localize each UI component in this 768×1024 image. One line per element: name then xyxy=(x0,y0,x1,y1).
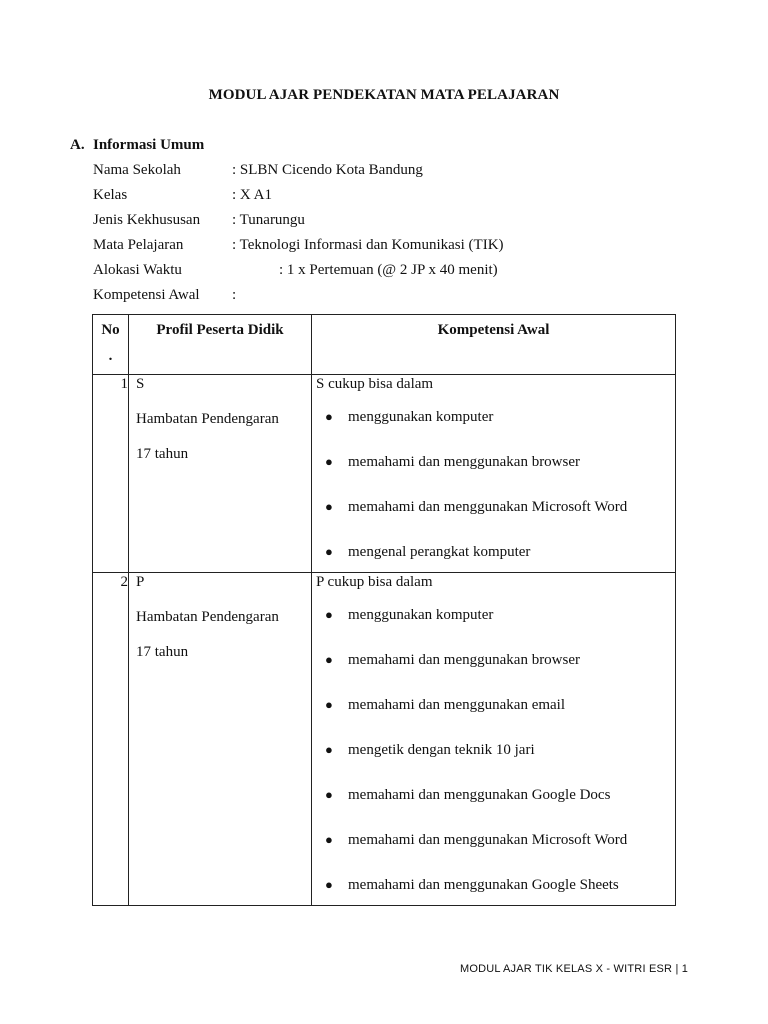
list-item-text: memahami dan menggunakan Microsoft Word xyxy=(348,832,628,848)
bullet-icon: ● xyxy=(325,409,333,424)
footer-text: MODUL AJAR TIK KELAS X - WITRI ESR xyxy=(460,963,673,975)
list-item-text: menggunakan komputer xyxy=(348,607,494,623)
kompetensi-intro: P cukup bisa dalam xyxy=(316,574,433,590)
student-age: 17 tahun xyxy=(136,644,189,660)
bullet-icon: ● xyxy=(325,544,333,559)
list-item xyxy=(316,408,675,453)
table-header-row xyxy=(93,315,676,375)
list-item xyxy=(316,606,675,651)
header-kompetensi-label: Kompetensi Awal xyxy=(437,322,550,338)
kompetensi-cell xyxy=(312,573,676,906)
header-no-label: No xyxy=(101,322,120,338)
student-name: S xyxy=(136,376,145,392)
info-label: Mata Pelajaran xyxy=(93,237,184,253)
info-label: Jenis Kekhususan xyxy=(93,212,201,228)
list-item-text: memahami dan menggunakan browser xyxy=(348,454,581,470)
document-title: MODUL AJAR PENDEKATAN MATA PELAJARAN xyxy=(208,87,560,103)
bullet-icon: ● xyxy=(325,877,333,892)
table-row xyxy=(93,573,676,906)
student-name: P xyxy=(136,574,145,590)
page-number: 1 xyxy=(681,963,689,975)
list-item-text: memahami dan menggunakan Microsoft Word xyxy=(348,499,628,515)
table-row xyxy=(93,375,676,573)
student-hambatan: Hambatan Pendengaran xyxy=(136,411,279,427)
header-no-dot: . xyxy=(108,348,113,364)
header-profil-label: Profil Peserta Didik xyxy=(156,322,284,338)
profil-cell xyxy=(129,573,312,906)
profil-cell xyxy=(129,375,312,573)
bullet-icon: ● xyxy=(325,454,333,469)
row-number xyxy=(93,375,129,573)
list-item xyxy=(316,543,675,563)
list-item xyxy=(316,696,675,741)
kompetensi-list xyxy=(316,408,675,563)
bullet-icon: ● xyxy=(325,742,333,757)
list-item xyxy=(316,876,675,896)
header-kompetensi xyxy=(312,315,676,375)
student-age: 17 tahun xyxy=(136,446,189,462)
info-value: : Tunarungu xyxy=(232,212,305,228)
list-item-text: memahami dan menggunakan browser xyxy=(348,652,581,668)
info-value: : X A1 xyxy=(232,187,273,203)
info-label: Nama Sekolah xyxy=(93,162,181,178)
page-footer xyxy=(460,963,688,975)
section-heading xyxy=(70,137,204,154)
list-item-text: mengenal perangkat komputer xyxy=(348,544,531,560)
info-value: : 1 x Pertemuan (@ 2 JP x 40 menit) xyxy=(279,262,498,278)
list-item xyxy=(316,741,675,786)
info-value: : xyxy=(232,287,237,303)
list-item-text: mengetik dengan teknik 10 jari xyxy=(348,742,535,758)
info-label: Kompetensi Awal xyxy=(93,287,200,303)
list-item xyxy=(316,786,675,831)
list-item xyxy=(316,453,675,498)
info-label: Kelas xyxy=(93,187,128,203)
bullet-icon: ● xyxy=(325,697,333,712)
bullet-icon: ● xyxy=(325,787,333,802)
bullet-icon: ● xyxy=(325,832,333,847)
row-number-text: 2 xyxy=(120,574,128,590)
kompetensi-table xyxy=(92,314,676,906)
header-no xyxy=(93,315,129,375)
bullet-icon: ● xyxy=(325,607,333,622)
info-label: Alokasi Waktu xyxy=(93,262,182,278)
kompetensi-cell xyxy=(312,375,676,573)
section-heading-text: Informasi Umum xyxy=(93,137,205,153)
bullet-icon: ● xyxy=(325,499,333,514)
list-item-text: menggunakan komputer xyxy=(348,409,494,425)
header-profil xyxy=(129,315,312,375)
list-item xyxy=(316,651,675,696)
row-number-text: 1 xyxy=(120,376,128,392)
list-item xyxy=(316,498,675,543)
info-value: : Teknologi Informasi dan Komunikasi (TIK) xyxy=(232,237,504,253)
list-item-text: memahami dan menggunakan Google Sheets xyxy=(348,877,619,893)
list-item-text: memahami dan menggunakan email xyxy=(348,697,566,713)
bullet-icon: ● xyxy=(325,652,333,667)
student-hambatan: Hambatan Pendengaran xyxy=(136,609,279,625)
section-letter: A. xyxy=(70,137,85,153)
info-value: : SLBN Cicendo Kota Bandung xyxy=(232,162,423,178)
list-item xyxy=(316,831,675,876)
row-number xyxy=(93,573,129,906)
list-item-text: memahami dan menggunakan Google Docs xyxy=(348,787,611,803)
footer-separator: | xyxy=(675,963,679,975)
kompetensi-list xyxy=(316,606,675,896)
kompetensi-intro: S cukup bisa dalam xyxy=(316,376,434,392)
